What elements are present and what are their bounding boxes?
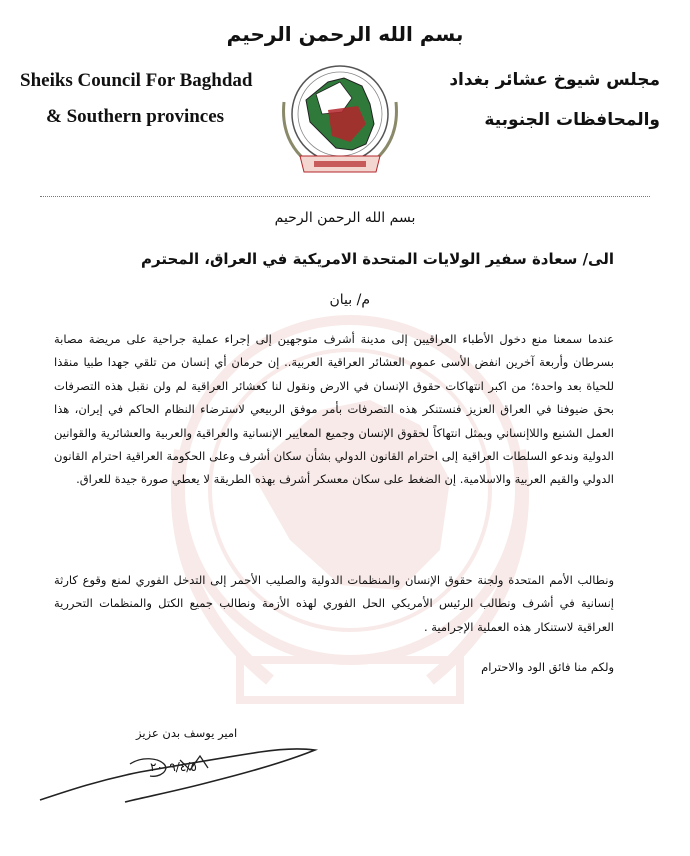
letter-paragraph-1: عندما سمعنا منع دخول الأطباء العراقيين إلى مدينة أشرف متوجهين إلى إجراء عملية جراحية على مريضة مصابة بسرطان وأربعة آخرين انفض الأسى عموم العشائر العراقية العربية.. إن حرمان أي إنسان من تلقي جهدا طبيا منقذا للحياة بعد واحدة؛ من اكبر انتهاكات حقوق الإنسان في الارض ونقول لنا كعشائر العراقية لم ولن نقبل هذه التصرفات بحق ضيوفنا في العراق العزيز فنستنكر هذه التصرفات بأمر موفق الربيعي لاسترضاء النظام الحاكم في إيران، هذا العمل الشنيع واللاإنساني ويمثل انتهاكاً لحقوق الإنسان وجميع المعايير الإنسانية والعراقية والعربية والعشائرية والقوانين الدولية وندعو السلطات العراقية إلى احترام القانون الدولي بشأن سكان أشرف وعلى الحكومة العراقية احترام القانون الدولي والقيم العربية والاسلامية. إن الضغط على سكان معسكر أشرف بهذه الطريقة لا يعطي صورة جيدة للعراق. (54, 332, 614, 487)
org-name-ar-line2: والمحافظات الجنوبية (484, 110, 660, 130)
header-divider (40, 196, 650, 197)
org-name-en-line1: Sheiks Council For Baghdad (20, 70, 253, 91)
org-name-ar-line1: مجلس شيوخ عشائر بغداد (449, 70, 660, 90)
letter-basmala: بسم الله الرحمن الرحيم (274, 210, 416, 226)
header-basmala: بسم الله الرحمن الرحيم (226, 22, 464, 46)
letter-subject: م/ بيان (329, 292, 370, 308)
handwritten-signature (30, 720, 330, 820)
signatory-name: امير يوسف بدن عزيز (136, 726, 238, 740)
letter-recipient: الى/ سعادة سفير الولايات المتحدة الامريكية في العراق، المحترم (141, 250, 614, 268)
iraq-map-emblem-icon (270, 52, 410, 192)
letter-paragraph-2: ونطالب الأمم المتحدة ولجنة حقوق الإنسان والمنظمات الدولية والصليب الأحمر إلى التدخل الفوري لمنع وقوع كارثة إنسانية في أشرف ونطالب الرئيس الأمريكي الحل الفوري لهذه الأزمة ونطالب جميع الكتل والمنظمات التحررية العراقية لاستنكار هذه العملية الإجرامية . (54, 573, 614, 634)
letter-closing: ولكم منا فائق الود والاحترام (481, 660, 614, 674)
signature-date: ٢٠٠٩/٤/٥ (150, 760, 197, 774)
org-name-en-line2: & Southern provinces (46, 106, 225, 127)
